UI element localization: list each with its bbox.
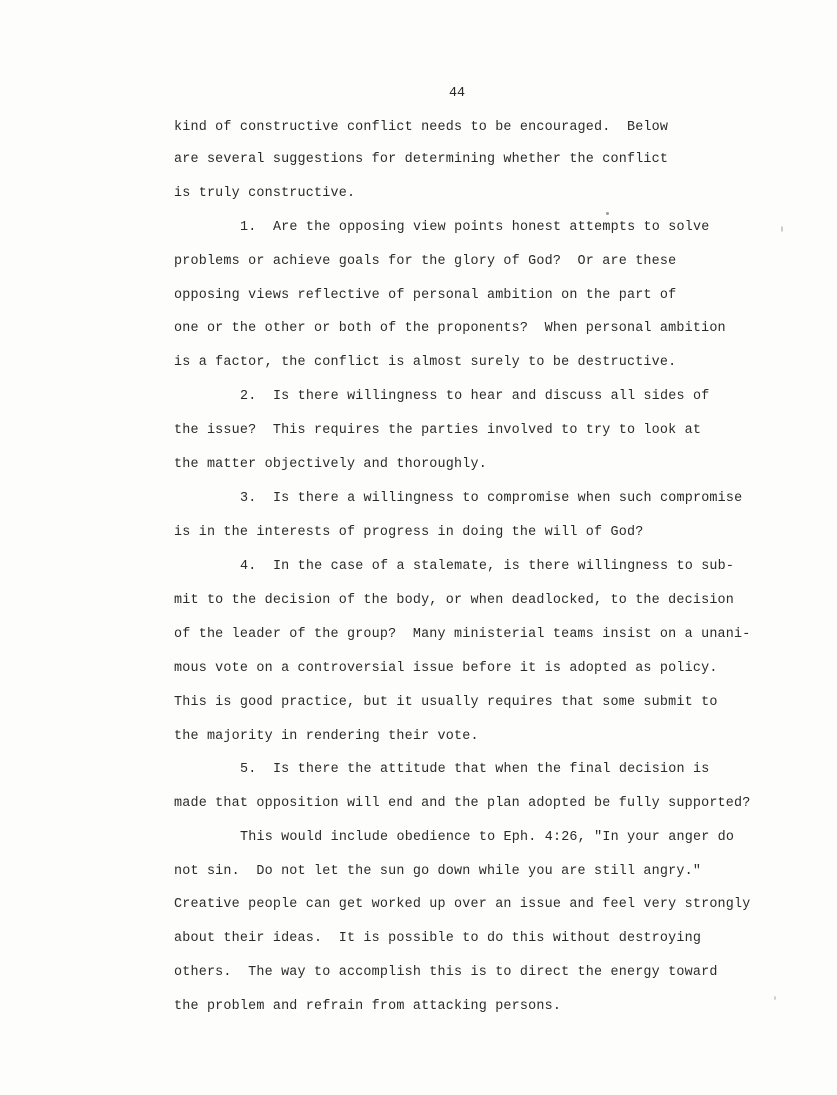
scan-speck xyxy=(774,996,776,1000)
text-line: mous vote on a controversial issue before it is adopted as policy. xyxy=(174,661,718,676)
text-line: problems or achieve goals for the glory of God? Or are these xyxy=(174,254,677,269)
text-line: the problem and refrain from attacking persons. xyxy=(174,999,562,1014)
page-number: 44 xyxy=(449,86,466,101)
text-line: 1. Are the opposing view points honest attempts to solve xyxy=(240,220,710,235)
text-line: mit to the decision of the body, or when deadlocked, to the decision xyxy=(174,593,735,608)
text-line: opposing views reflective of personal ambition on the part of xyxy=(174,288,677,303)
scan-speck xyxy=(781,226,783,232)
text-line: 2. Is there willingness to hear and discuss all sides of xyxy=(240,389,710,404)
text-line: 3. Is there a willingness to compromise when such compromise xyxy=(240,491,743,506)
text-line: 5. Is there the attitude that when the final decision is xyxy=(240,762,710,777)
scan-speck xyxy=(606,212,609,215)
text-line: one or the other or both of the proponents? When personal ambition xyxy=(174,321,726,336)
text-line: not sin. Do not let the sun go down while you are still angry." xyxy=(174,864,702,879)
text-line: the matter objectively and thoroughly. xyxy=(174,457,487,472)
text-line: kind of constructive conflict needs to be encouraged. Below xyxy=(174,120,669,135)
text-line: 4. In the case of a stalemate, is there willingness to sub- xyxy=(240,559,735,574)
text-line: others. The way to accomplish this is to direct the energy toward xyxy=(174,965,718,980)
text-line: is truly constructive. xyxy=(174,186,356,201)
text-line: This is good practice, but it usually requires that some submit to xyxy=(174,695,718,710)
text-line: the issue? This requires the parties involved to try to look at xyxy=(174,423,702,438)
text-line: the majority in rendering their vote. xyxy=(174,729,479,744)
text-line: are several suggestions for determining whether the conflict xyxy=(174,152,669,167)
text-line: about their ideas. It is possible to do this without destroying xyxy=(174,931,702,946)
text-line: made that opposition will end and the plan adopted be fully supported? xyxy=(174,796,751,811)
text-line: of the leader of the group? Many ministerial teams insist on a unani- xyxy=(174,627,751,642)
text-line: Creative people can get worked up over an issue and feel very strongly xyxy=(174,897,751,912)
text-line: is a factor, the conflict is almost surely to be destructive. xyxy=(174,355,677,370)
text-line: is in the interests of progress in doing the will of God? xyxy=(174,525,644,540)
text-line: This would include obedience to Eph. 4:26, "In your anger do xyxy=(240,830,735,845)
